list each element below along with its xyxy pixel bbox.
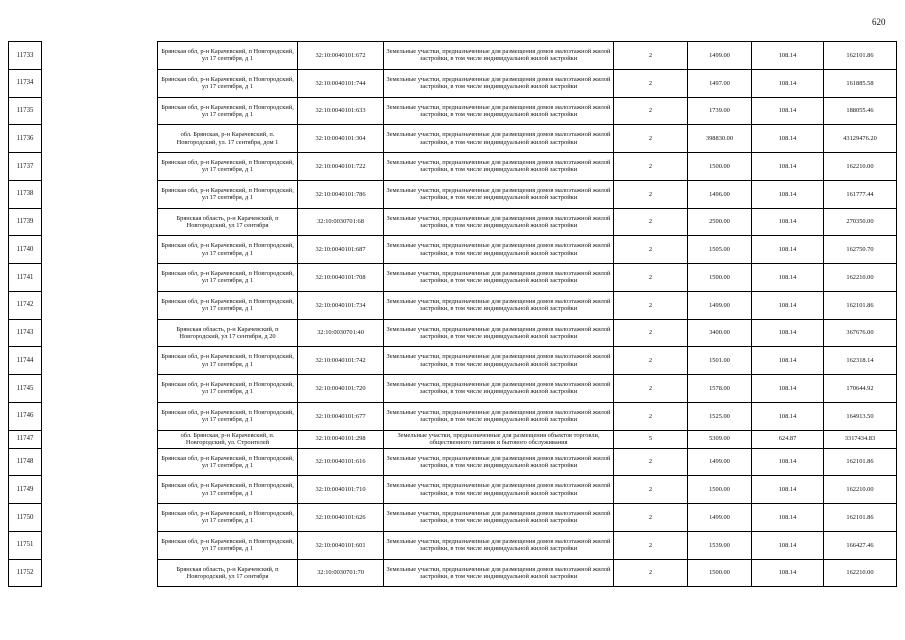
land-purpose-cell: Земельные участки, предназначенные для размещения домов малоэтажной жилой застройки, в том числе индивидуальной жилой застройки — [384, 319, 614, 347]
row-number: 11752 — [9, 559, 42, 587]
cadastral-number-cell: 32:10:0040101:601 — [298, 531, 384, 559]
area-cell: 1499.00 — [688, 448, 752, 476]
land-purpose-cell: Земельные участки, предназначенные для размещения домов малоэтажной жилой застройки, в том числе индивидуальной жилой застройки — [384, 69, 614, 97]
cadastral-value-cell: 162101.86 — [824, 42, 897, 70]
table-row — [9, 97, 897, 125]
address-cell: Брянская обл, р-н Карачевский, п Новгородский, ул 17 сентября, д 1 — [158, 42, 298, 70]
address-cell: Брянская обл, р-н Карачевский, п Новгородский, ул 17 сентября, д 1 — [158, 402, 298, 430]
specific-value-cell: 108.14 — [752, 208, 824, 236]
cadastral-value-cell: 43129476.20 — [824, 125, 897, 153]
group-number-cell: 2 — [614, 448, 688, 476]
group-number-cell: 2 — [614, 236, 688, 264]
spacer-cell — [42, 180, 158, 208]
specific-value-cell: 108.14 — [752, 236, 824, 264]
area-cell: 1499.00 — [688, 504, 752, 532]
page-number: 620 — [872, 17, 886, 27]
cadastral-number-cell: 32:10:0030701:70 — [298, 559, 384, 587]
specific-value-cell: 108.14 — [752, 153, 824, 181]
cadastral-number-cell: 32:10:0040101:722 — [298, 153, 384, 181]
cadastral-value-cell: 166427.46 — [824, 531, 897, 559]
address-cell: Брянская обл, р-н Карачевский, п Новгородский, ул 17 сентября, д 1 — [158, 236, 298, 264]
spacer-cell — [42, 42, 158, 70]
spacer-cell — [42, 531, 158, 559]
group-number-cell: 2 — [614, 208, 688, 236]
area-cell: 3400.00 — [688, 319, 752, 347]
spacer-cell — [42, 476, 158, 504]
cadastral-number-cell: 32:10:0030701:68 — [298, 208, 384, 236]
area-cell: 398830.00 — [688, 125, 752, 153]
cadastral-value-cell: 162210.00 — [824, 264, 897, 292]
spacer-cell — [42, 69, 158, 97]
cadastral-number-cell: 32:10:0040101:710 — [298, 476, 384, 504]
row-number: 11739 — [9, 208, 42, 236]
land-purpose-cell: Земельные участки, предназначенные для размещения домов малоэтажной жилой застройки, в том числе индивидуальной жилой застройки — [384, 236, 614, 264]
table-row — [9, 402, 897, 430]
land-purpose-cell: Земельные участки, предназначенные для размещения домов малоэтажной жилой застройки, в том числе индивидуальной жилой застройки — [384, 402, 614, 430]
row-number: 11736 — [9, 125, 42, 153]
land-purpose-cell: Земельные участки, предназначенные для размещения домов малоэтажной жилой застройки, в том числе индивидуальной жилой застройки — [384, 448, 614, 476]
land-purpose-cell: Земельные участки, предназначенные для размещения домов малоэтажной жилой застройки, в том числе индивидуальной жилой застройки — [384, 476, 614, 504]
address-cell: Брянская обл, р-н Карачевский, п Новгородский, ул 17 сентября, д 1 — [158, 504, 298, 532]
cadastral-value-cell: 162210.00 — [824, 476, 897, 504]
table-row — [9, 430, 897, 448]
cadastral-value-cell: 162101.86 — [824, 448, 897, 476]
area-cell: 1497.00 — [688, 69, 752, 97]
registry-body — [9, 42, 897, 587]
group-number-cell: 2 — [614, 125, 688, 153]
spacer-cell — [42, 347, 158, 375]
group-number-cell: 2 — [614, 180, 688, 208]
table-row — [9, 153, 897, 181]
specific-value-cell: 108.14 — [752, 125, 824, 153]
specific-value-cell: 108.14 — [752, 476, 824, 504]
area-cell: 5309.00 — [688, 430, 752, 448]
spacer-cell — [42, 97, 158, 125]
address-cell: Брянская обл, р-н Карачевский, п Новгородский, ул 17 сентября, д 1 — [158, 264, 298, 292]
row-number: 11744 — [9, 347, 42, 375]
group-number-cell: 2 — [614, 347, 688, 375]
address-cell: Брянская область, р-н Карачевский, п Новгородский, ул 17 сентября — [158, 559, 298, 587]
row-number: 11747 — [9, 430, 42, 448]
cadastral-number-cell: 32:10:0040101:687 — [298, 236, 384, 264]
address-cell: Брянская обл, р-н Карачевский, п Новгородский, ул 17 сентября, д 1 — [158, 476, 298, 504]
group-number-cell: 2 — [614, 69, 688, 97]
area-cell: 1505.00 — [688, 236, 752, 264]
group-number-cell: 2 — [614, 42, 688, 70]
area-cell: 1500.00 — [688, 559, 752, 587]
specific-value-cell: 108.14 — [752, 559, 824, 587]
land-purpose-cell: Земельные участки, предназначенные для размещения домов малоэтажной жилой застройки, в том числе индивидуальной жилой застройки — [384, 208, 614, 236]
spacer-cell — [42, 402, 158, 430]
cadastral-number-cell: 32:10:0040101:672 — [298, 42, 384, 70]
cadastral-number-cell: 32:10:0040101:633 — [298, 97, 384, 125]
table-row — [9, 42, 897, 70]
cadastral-value-cell: 162101.86 — [824, 291, 897, 319]
table-row — [9, 208, 897, 236]
specific-value-cell: 108.14 — [752, 42, 824, 70]
table-row — [9, 69, 897, 97]
area-cell: 1501.00 — [688, 347, 752, 375]
spacer-cell — [42, 236, 158, 264]
spacer-cell — [42, 448, 158, 476]
specific-value-cell: 108.14 — [752, 97, 824, 125]
address-cell: обл. Брянская, р-н Карачевский, п. Новгородский, ул. Строителей — [158, 430, 298, 448]
table-row — [9, 180, 897, 208]
land-purpose-cell: Земельные участки, предназначенные для размещения домов малоэтажной жилой застройки, в том числе индивидуальной жилой застройки — [384, 180, 614, 208]
address-cell: Брянская обл, р-н Карачевский, п Новгородский, ул 17 сентября, д 1 — [158, 180, 298, 208]
specific-value-cell: 108.14 — [752, 448, 824, 476]
table-row — [9, 375, 897, 403]
specific-value-cell: 108.14 — [752, 504, 824, 532]
land-purpose-cell: Земельные участки, предназначенные для размещения домов малоэтажной жилой застройки, в том числе индивидуальной жилой застройки — [384, 504, 614, 532]
cadastral-value-cell: 162750.70 — [824, 236, 897, 264]
cadastral-value-cell: 161777.44 — [824, 180, 897, 208]
group-number-cell: 5 — [614, 430, 688, 448]
area-cell: 2500.00 — [688, 208, 752, 236]
specific-value-cell: 108.14 — [752, 402, 824, 430]
table-row — [9, 291, 897, 319]
table-row — [9, 559, 897, 587]
specific-value-cell: 108.14 — [752, 347, 824, 375]
group-number-cell: 2 — [614, 264, 688, 292]
specific-value-cell: 108.14 — [752, 531, 824, 559]
group-number-cell: 2 — [614, 402, 688, 430]
table-row — [9, 531, 897, 559]
specific-value-cell: 108.14 — [752, 375, 824, 403]
row-number: 11735 — [9, 97, 42, 125]
specific-value-cell: 108.14 — [752, 264, 824, 292]
address-cell: Брянская область, р-н Карачевский, п Новгородский, ул 17 сентября — [158, 208, 298, 236]
spacer-cell — [42, 375, 158, 403]
spacer-cell — [42, 559, 158, 587]
row-number: 11741 — [9, 264, 42, 292]
cadastral-value-cell: 162210.00 — [824, 559, 897, 587]
row-number: 11749 — [9, 476, 42, 504]
cadastral-value-cell: 162318.14 — [824, 347, 897, 375]
row-number: 11738 — [9, 180, 42, 208]
cadastral-number-cell: 32:10:0040101:298 — [298, 430, 384, 448]
specific-value-cell: 108.14 — [752, 319, 824, 347]
area-cell: 1499.00 — [688, 291, 752, 319]
table-row — [9, 125, 897, 153]
spacer-cell — [42, 264, 158, 292]
area-cell: 1500.00 — [688, 153, 752, 181]
area-cell: 1500.00 — [688, 476, 752, 504]
cadastral-value-cell: 162210.00 — [824, 153, 897, 181]
area-cell: 1539.00 — [688, 531, 752, 559]
area-cell: 1525.00 — [688, 402, 752, 430]
cadastral-number-cell: 32:10:0040101:304 — [298, 125, 384, 153]
cadastral-number-cell: 32:10:0040101:720 — [298, 375, 384, 403]
table-row — [9, 476, 897, 504]
group-number-cell: 2 — [614, 291, 688, 319]
group-number-cell: 2 — [614, 504, 688, 532]
group-number-cell: 2 — [614, 153, 688, 181]
spacer-cell — [42, 319, 158, 347]
land-purpose-cell: Земельные участки, предназначенные для размещения домов малоэтажной жилой застройки, в том числе индивидуальной жилой застройки — [384, 375, 614, 403]
cadastral-number-cell: 32:10:0040101:734 — [298, 291, 384, 319]
row-number: 11742 — [9, 291, 42, 319]
cadastral-value-cell: 270350.00 — [824, 208, 897, 236]
area-cell: 1578.00 — [688, 375, 752, 403]
cadastral-number-cell: 32:10:0040101:744 — [298, 69, 384, 97]
table-row — [9, 347, 897, 375]
cadastral-number-cell: 32:10:0040101:742 — [298, 347, 384, 375]
land-purpose-cell: Земельные участки, предназначенные для размещения домов малоэтажной жилой застройки, в том числе индивидуальной жилой застройки — [384, 531, 614, 559]
cadastral-value-cell: 188055.46 — [824, 97, 897, 125]
land-purpose-cell: Земельные участки, предназначенные для размещения домов малоэтажной жилой застройки, в том числе индивидуальной жилой застройки — [384, 125, 614, 153]
area-cell: 1499.00 — [688, 42, 752, 70]
spacer-cell — [42, 430, 158, 448]
group-number-cell: 2 — [614, 559, 688, 587]
address-cell: Брянская обл, р-н Карачевский, п Новгородский, ул 17 сентября, д 1 — [158, 291, 298, 319]
row-number: 11740 — [9, 236, 42, 264]
cadastral-number-cell: 32:10:0040101:708 — [298, 264, 384, 292]
land-purpose-cell: Земельные участки, предназначенные для размещения домов малоэтажной жилой застройки, в том числе индивидуальной жилой застройки — [384, 97, 614, 125]
cadastral-number-cell: 32:10:0040101:786 — [298, 180, 384, 208]
row-number: 11745 — [9, 375, 42, 403]
group-number-cell: 2 — [614, 97, 688, 125]
cadastral-number-cell: 32:10:0040101:677 — [298, 402, 384, 430]
address-cell: Брянская область, р-н Карачевский, п Новгородский, ул 17 сентября, д 20 — [158, 319, 298, 347]
specific-value-cell: 108.14 — [752, 291, 824, 319]
group-number-cell: 2 — [614, 476, 688, 504]
row-number: 11751 — [9, 531, 42, 559]
address-cell: Брянская обл, р-н Карачевский, п Новгородский, ул 17 сентября, д 1 — [158, 347, 298, 375]
land-purpose-cell: Земельные участки, предназначенные для размещения домов малоэтажной жилой застройки, в том числе индивидуальной жилой застройки — [384, 347, 614, 375]
specific-value-cell: 624.87 — [752, 430, 824, 448]
cadastral-value-cell: 3317434.83 — [824, 430, 897, 448]
land-purpose-cell: Земельные участки, предназначенные для размещения домов малоэтажной жилой застройки, в том числе индивидуальной жилой застройки — [384, 153, 614, 181]
table-row — [9, 319, 897, 347]
specific-value-cell: 108.14 — [752, 180, 824, 208]
land-purpose-cell: Земельные участки, предназначенные для размещения домов малоэтажной жилой застройки, в том числе индивидуальной жилой застройки — [384, 264, 614, 292]
spacer-cell — [42, 153, 158, 181]
address-cell: Брянская обл, р-н Карачевский, п Новгородский, ул 17 сентября, д 1 — [158, 153, 298, 181]
address-cell: Брянская обл, р-н Карачевский, п Новгородский, ул 17 сентября, д 1 — [158, 97, 298, 125]
group-number-cell: 2 — [614, 375, 688, 403]
cadastral-value-cell: 162101.86 — [824, 504, 897, 532]
area-cell: 1496.00 — [688, 180, 752, 208]
spacer-cell — [42, 504, 158, 532]
group-number-cell: 2 — [614, 319, 688, 347]
area-cell: 1739.00 — [688, 97, 752, 125]
row-number: 11743 — [9, 319, 42, 347]
row-number: 11737 — [9, 153, 42, 181]
table-row — [9, 236, 897, 264]
spacer-cell — [42, 125, 158, 153]
table-row — [9, 448, 897, 476]
spacer-cell — [42, 208, 158, 236]
cadastral-number-cell: 32:10:0030701:40 — [298, 319, 384, 347]
land-purpose-cell: Земельные участки, предназначенные для размещения домов малоэтажной жилой застройки, в том числе индивидуальной жилой застройки — [384, 291, 614, 319]
cadastral-value-cell: 164913.50 — [824, 402, 897, 430]
table-row — [9, 264, 897, 292]
land-purpose-cell: Земельные участки, предназначенные для размещения домов малоэтажной жилой застройки, в том числе индивидуальной жилой застройки — [384, 42, 614, 70]
address-cell: Брянская обл, р-н Карачевский, п Новгородский, ул 17 сентября, д 1 — [158, 375, 298, 403]
row-number: 11733 — [9, 42, 42, 70]
cadastral-value-cell: 367676.00 — [824, 319, 897, 347]
cadastral-value-cell: 161885.58 — [824, 69, 897, 97]
address-cell: обл. Брянская, р-н Карачевский, п. Новгородский, ул. 17 сентября, дом 1 — [158, 125, 298, 153]
address-cell: Брянская обл, р-н Карачевский, п Новгородский, ул 17 сентября, д 1 — [158, 448, 298, 476]
address-cell: Брянская обл, р-н Карачевский, п Новгородский, ул 17 сентября, д 1 — [158, 69, 298, 97]
table-row — [9, 504, 897, 532]
row-number: 11746 — [9, 402, 42, 430]
land-purpose-cell: Земельные участки, предназначенные для размещения объектов торговли, общественного питания и бытового обслуживания — [384, 430, 614, 448]
address-cell: Брянская обл, р-н Карачевский, п Новгородский, ул 17 сентября, д 1 — [158, 531, 298, 559]
cadastral-number-cell: 32:10:0040101:616 — [298, 448, 384, 476]
land-registry-table — [8, 41, 897, 587]
cadastral-value-cell: 170644.92 — [824, 375, 897, 403]
specific-value-cell: 108.14 — [752, 69, 824, 97]
row-number: 11734 — [9, 69, 42, 97]
spacer-cell — [42, 291, 158, 319]
row-number: 11748 — [9, 448, 42, 476]
row-number: 11750 — [9, 504, 42, 532]
land-purpose-cell: Земельные участки, предназначенные для размещения домов малоэтажной жилой застройки, в том числе индивидуальной жилой застройки — [384, 559, 614, 587]
cadastral-number-cell: 32:10:0040101:626 — [298, 504, 384, 532]
group-number-cell: 2 — [614, 531, 688, 559]
area-cell: 1500.00 — [688, 264, 752, 292]
